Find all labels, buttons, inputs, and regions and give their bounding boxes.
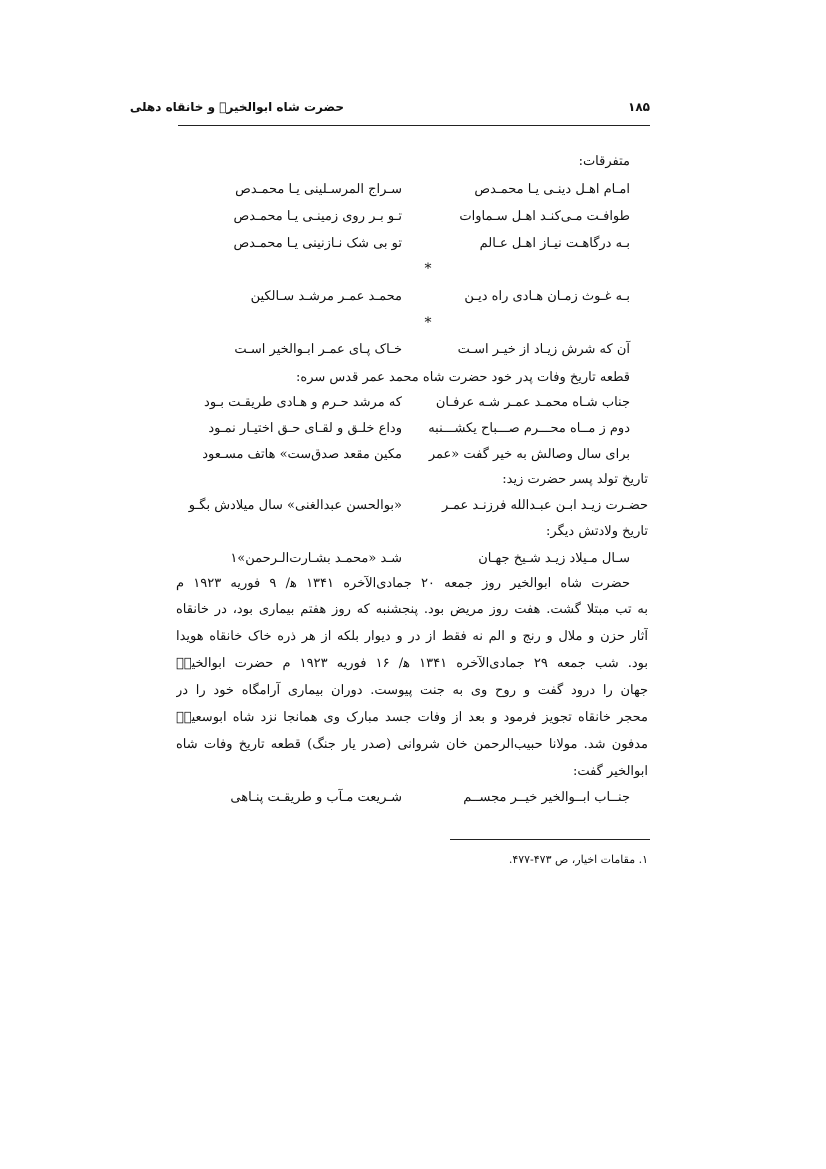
- verse-other-left: شـد «محمـد بشـارت‌الـرحمن»۱: [230, 551, 402, 566]
- prose-line-2: به تب مبتلا گشت. هفت روز مریض بود. پنجشنبه که روز هفتم بیماری بود، در خانقاه: [176, 602, 648, 617]
- verse-death-3-left: مکین مقعد صدق‌ست» هاتف مسـعود: [202, 447, 402, 462]
- prose-line-7: مدفون شد. مولانا حبیب‌الرحمن خان شروانی (صدر یار جنگ) قطعه تاریخ وفات شاه: [176, 737, 648, 752]
- verse-death-2-right: دوم ز مــاه محـــرم صـــباح یکشـــنبه: [428, 421, 630, 436]
- verse-death-3-right: برای سال وصالش به خیر گفت «عمر: [428, 447, 630, 462]
- verse-final-right: جنــاب ابــوالخیر خیــر مجســم: [463, 790, 630, 805]
- verse-3-right: بـه درگاهـت نیـاز اهـل عـالم: [479, 236, 630, 251]
- header-rule: [178, 125, 650, 126]
- footnote: ۱. مقامات اخیار، ص ۴۷۳-۴۷۷.: [508, 853, 648, 866]
- prose-line-3: آثار حزن و ملال و رنج و الم نه فقط از در و دیوار بلکه از هر ذره خاک خانقاه هویدا: [176, 629, 648, 644]
- heading-death-chronogram: قطعه تاریخ وفات پدر خود حضرت شاه محمد عمر قدس سره:: [296, 370, 630, 385]
- verse-ghoth-left: محمـد عمـر مرشـد سـالکین: [250, 289, 402, 304]
- verse-khak-left: خـاک پـای عمـر ابـوالخیر اسـت: [234, 342, 402, 357]
- verse-1-left: سـراج المرسـلینی یـا محمـدص: [235, 182, 402, 197]
- verse-2-right: طوافـت مـی‌کنـد اهـل سـماوات: [459, 209, 630, 224]
- separator-asterisk: *: [424, 315, 432, 331]
- separator-asterisk: *: [424, 261, 432, 277]
- footnote-rule: [450, 839, 650, 840]
- verse-ghoth-right: بـه غـوث زمـان هـادی راه دیـن: [464, 289, 630, 304]
- verse-death-1-right: جناب شـاه محمـد عمـر شـه عرفـان: [435, 395, 630, 410]
- section-heading-motafareqat: متفرقات:: [578, 154, 630, 169]
- prose-line-5: جهان را درود گفت و روح وی به جنت پیوست. دوران بیماری آرامگاه خود را در: [176, 683, 648, 698]
- prose-line-6: محجر خانقاه تجویز فرمود و بعد از وفات جسد مبارک وی همانجا نزد شاه ابوسعیدؒ: [176, 710, 648, 725]
- prose-line-4: بود. شب جمعه ۲۹ جمادی‌الآخره ۱۳۴۱ ﻫ/ ۱۶ فوریه ۱۹۲۳ م حضرت ابوالخیرؒ: [176, 656, 648, 671]
- verse-khak-right: آن که شرش زیـاد از خیـر اسـت: [457, 342, 630, 357]
- verse-birth-left: «بوالحسن عبدالغنی» سال میلادش بگـو: [188, 498, 402, 513]
- verse-3-left: تو بی شک نـازنینی یـا محمـدص: [233, 236, 402, 251]
- verse-final-left: شـریعت مـآب و طریقـت پنـاهی: [230, 790, 402, 805]
- prose-line-1: حضرت شاه ابوالخیر روز جمعه ۲۰ جمادی‌الآخره ۱۳۴۱ ﻫ/ ۹ فوریه ۱۹۲۳ م: [176, 576, 630, 591]
- page-number: ۱۸۵: [628, 100, 650, 114]
- verse-death-1-left: که مرشد حـرم و هـادی طریقـت بـود: [204, 395, 402, 410]
- verse-death-2-left: وداع خلـق و لقـای حـق اختیـار نمـود: [208, 421, 402, 436]
- prose-line-8: ابوالخیر گفت:: [572, 764, 648, 779]
- heading-other-birth: تاریخ ولادتش دیگر:: [546, 524, 648, 539]
- verse-other-right: سـال مـیلاد زیـد شـیخ جهـان: [478, 551, 630, 566]
- running-header-title: حضرت شاه ابوالخیرؒ و خانقاه دهلی: [129, 100, 344, 114]
- verse-birth-right: حضـرت زیـد ابـن عبـدالله فرزنـد عمـر: [442, 498, 648, 513]
- verse-2-left: تـو بـر روی زمینـی یـا محمـدص: [233, 209, 402, 224]
- verse-1-right: امـام اهـل دینـی یـا محمـدص: [474, 182, 630, 197]
- heading-birth: تاریخ تولد پسر حضرت زید:: [502, 472, 648, 487]
